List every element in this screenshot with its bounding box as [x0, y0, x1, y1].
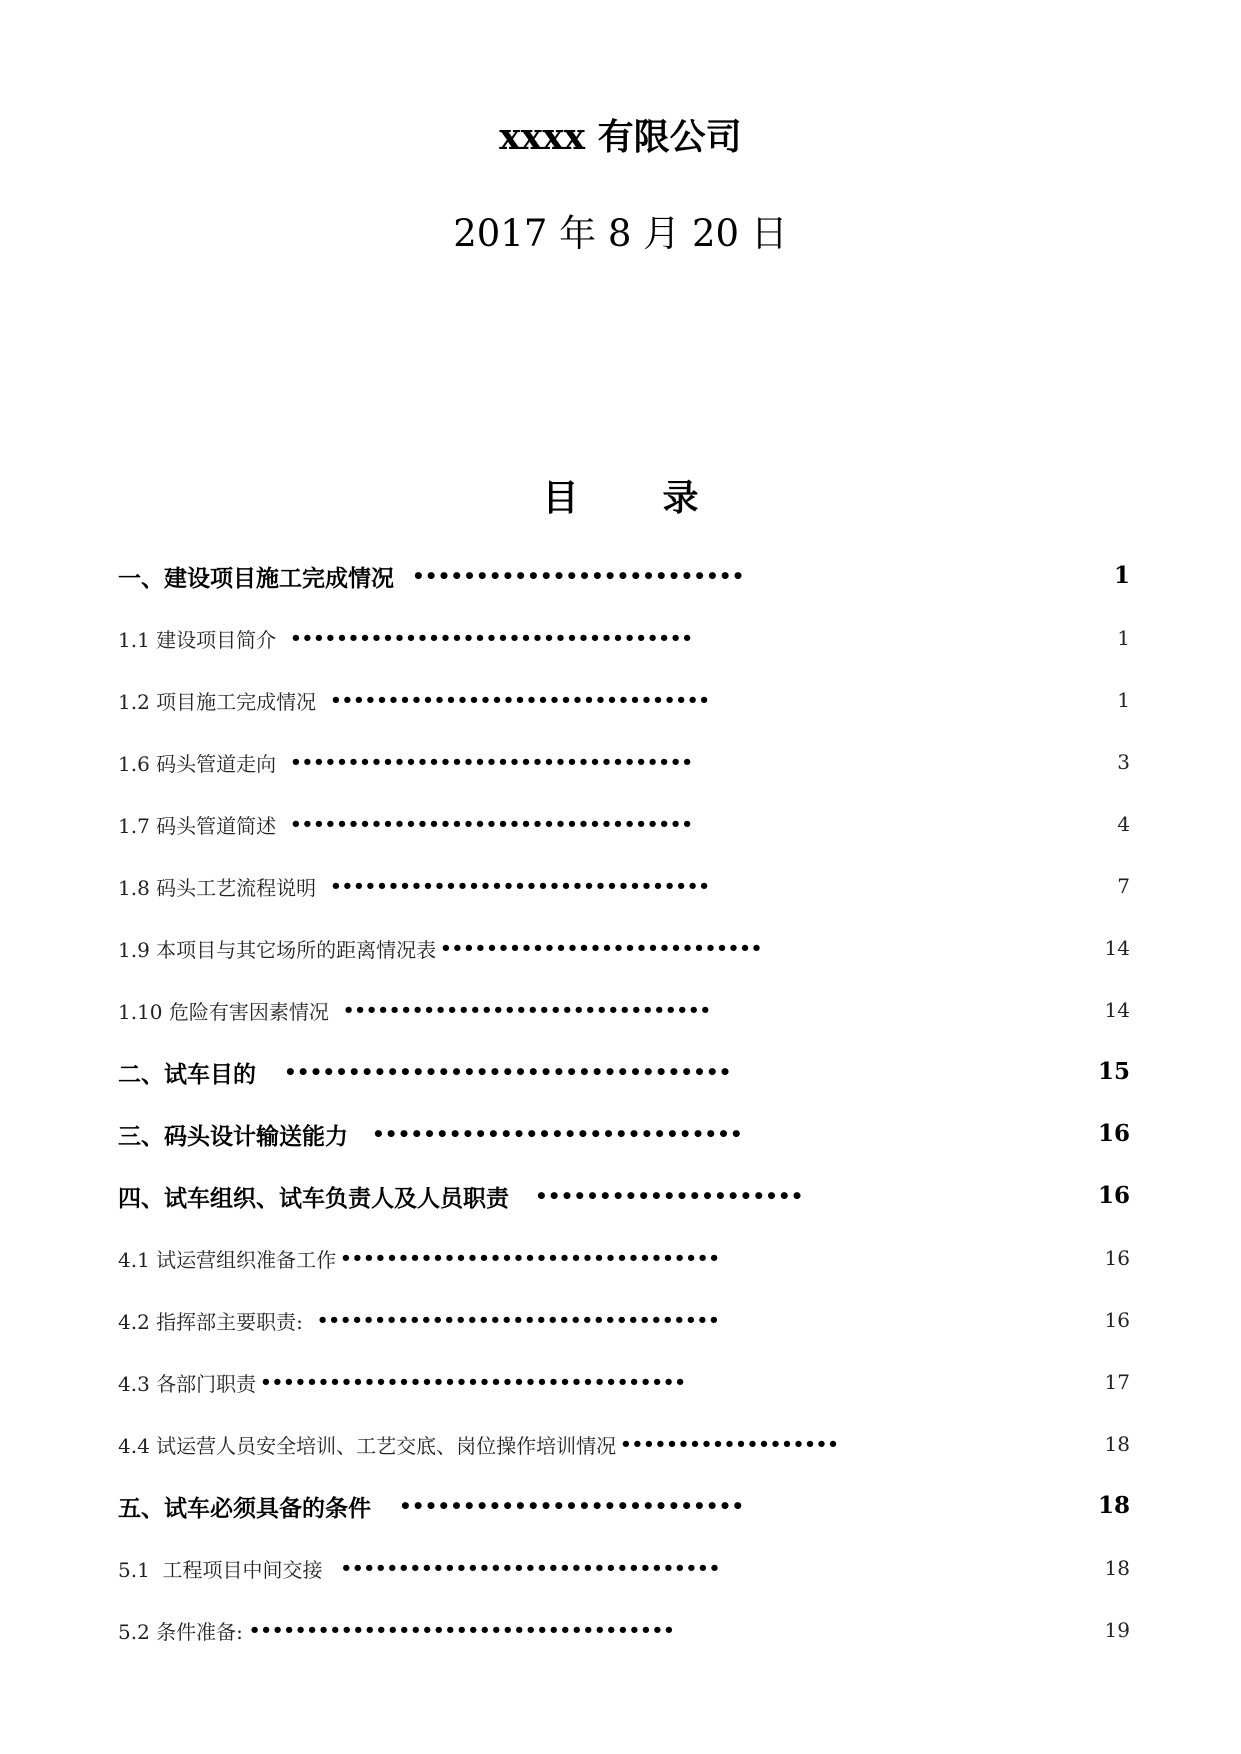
toc-leader-dots: ••••••••••••••••••••••••••••••••••• — [316, 1309, 720, 1331]
toc-entry[interactable] — [118, 804, 1130, 844]
toc-entry[interactable] — [118, 618, 1130, 658]
toc-entry-page: 16 — [1104, 1246, 1130, 1270]
toc-leader-dots: ••••••••••••••••••••••••••••••••••• — [284, 1060, 732, 1084]
toc-entry[interactable] — [118, 1238, 1130, 1278]
toc-entry-label: 1.2 项目施工完成情况 — [118, 689, 317, 714]
toc-leader-dots: ••••••••••••••••••••••••••••••••• — [330, 689, 710, 711]
toc-entry[interactable] — [118, 742, 1130, 782]
toc-entry-label: 一、建设项目施工完成情况 — [118, 564, 394, 592]
toc-entry-page: 16 — [1097, 1182, 1130, 1209]
toc-entry-label: 4.3 各部门职责 — [118, 1371, 257, 1396]
toc-entry[interactable] — [118, 1176, 1130, 1216]
toc-entry[interactable] — [118, 866, 1130, 906]
toc-entry[interactable] — [118, 556, 1130, 596]
toc-entry[interactable] — [118, 1052, 1130, 1092]
toc-leader-dots: ••••••••••••••••••••••••••••••••••• — [290, 813, 693, 835]
toc-entry-page: 7 — [1117, 874, 1130, 898]
toc-entry-label: 三、码头设计输送能力 — [118, 1122, 348, 1150]
toc-entry-label: 1.10 危险有害因素情况 — [118, 999, 329, 1024]
toc-entry[interactable] — [118, 1362, 1130, 1402]
toc-leader-dots: ••••••••••••••••••••••••••••••••• — [340, 1557, 721, 1579]
toc-entry-page: 17 — [1104, 1370, 1130, 1394]
toc-entry-label: 4.2 指挥部主要职责: — [118, 1309, 303, 1334]
toc-entry-page: 1 — [1113, 562, 1130, 589]
toc-entry-page: 14 — [1104, 936, 1130, 960]
toc-entry[interactable] — [118, 1610, 1130, 1650]
toc-entry-label: 4.4 试运营人员安全培训、工艺交底、岗位操作培训情况 — [118, 1433, 617, 1458]
toc-entry-page: 18 — [1104, 1432, 1130, 1456]
toc-entry[interactable] — [118, 680, 1130, 720]
toc-leader-dots: ••••••••••••••••••••••••••••••••••••• — [248, 1619, 675, 1641]
toc-leader-dots: •••••••••••••••••••••••••••••••• — [342, 999, 712, 1021]
toc-entry-label: 四、试车组织、试车负责人及人员职责 — [118, 1184, 509, 1212]
toc-leader-dots: •••••••••••••••••••••••••••• — [440, 937, 763, 959]
toc-entry-label: 1.6 码头管道走向 — [118, 751, 277, 776]
toc-entry-page: 1 — [1117, 626, 1130, 650]
toc-entry-page: 4 — [1117, 812, 1130, 836]
toc-title-char-1: 目 — [542, 477, 579, 519]
toc-entry-page: 1 — [1117, 688, 1130, 712]
toc-entry[interactable] — [118, 928, 1130, 968]
toc-entry-label: 二、试车目的 — [118, 1060, 256, 1088]
toc-entry-page: 14 — [1104, 998, 1130, 1022]
toc-entry-label: 五、试车必须具备的条件 — [118, 1494, 371, 1522]
toc-leader-dots: ••••••••••••••••••••••••••••••••• — [340, 1247, 720, 1269]
toc-entry-page: 16 — [1104, 1308, 1130, 1332]
toc-entry-label: 5.2 条件准备: — [118, 1619, 243, 1644]
toc-entry-page: 15 — [1097, 1058, 1130, 1085]
toc-entry[interactable] — [118, 1114, 1130, 1154]
toc-entry[interactable] — [118, 1548, 1130, 1588]
toc-entry-label: 1.7 码头管道简述 — [118, 813, 277, 838]
toc-entry-label: 4.1 试运营组织准备工作 — [118, 1247, 337, 1272]
toc-leader-dots: •••••••••••••••••••••••••• — [412, 564, 745, 588]
toc-entry-label: 5.1 工程项目中间交接 — [118, 1557, 323, 1582]
toc-leader-dots: ••••••••••••••••••••• — [535, 1184, 804, 1208]
toc-title-char-2: 录 — [662, 477, 699, 519]
toc-leader-dots: ••••••••••••••••••••••••••••••••• — [330, 875, 710, 897]
toc-leader-dots: ••••••••••••••••••••••••••••• — [372, 1122, 743, 1146]
toc-entry-page: 18 — [1097, 1492, 1130, 1519]
toc-entry-page: 18 — [1104, 1556, 1130, 1580]
company-name: xxxx 有限公司 — [499, 116, 742, 158]
toc-entry[interactable] — [118, 1300, 1130, 1340]
toc-entry[interactable] — [118, 990, 1130, 1030]
toc-entry[interactable] — [118, 1486, 1130, 1526]
toc-leader-dots: ••••••••••••••••••••••••••• — [399, 1494, 745, 1518]
toc-entry-page: 16 — [1097, 1120, 1130, 1147]
toc-entry-label: 1.9 本项目与其它场所的距离情况表 — [118, 937, 437, 962]
toc-entry-page: 19 — [1104, 1618, 1130, 1642]
toc-leader-dots: ••••••••••••••••••••••••••••••••••• — [290, 627, 693, 649]
toc-entry-page: 3 — [1117, 750, 1130, 774]
toc-entry-label: 1.8 码头工艺流程说明 — [118, 875, 317, 900]
toc-entry-label: 1.1 建设项目简介 — [118, 627, 277, 652]
toc-leader-dots: ••••••••••••••••••••••••••••••••••• — [290, 751, 693, 773]
toc-entry[interactable] — [118, 1424, 1130, 1464]
document-date: 2017 年 8 月 20 日 — [453, 212, 788, 255]
toc-leader-dots: ••••••••••••••••••••••••••••••••••••• — [260, 1371, 686, 1393]
toc-leader-dots: ••••••••••••••••••• — [620, 1433, 839, 1455]
